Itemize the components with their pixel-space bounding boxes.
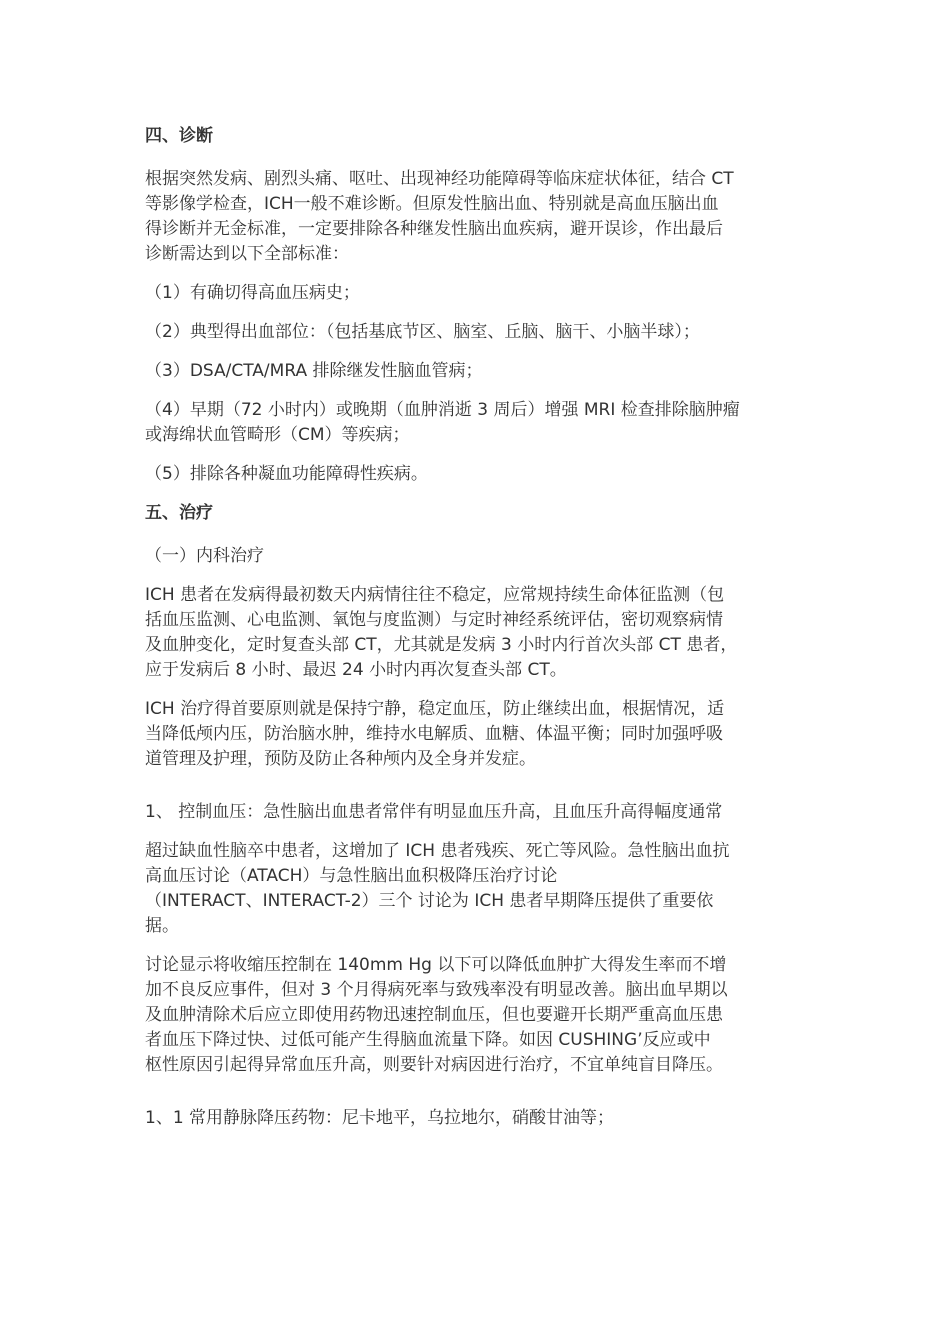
item-1-1-drugs: 1、1 常用静脉降压药物：尼卡地平，乌拉地尔，硝酸甘油等； [145, 1108, 615, 1128]
text-line: 或海绵状血管畸形（CM）等疾病； [145, 425, 410, 445]
subheading-medical-treatment: （一）内科治疗 [145, 546, 264, 566]
text-line: 及血肿变化，定时复查头部 CT，尤其就是发病 3 小时内行首次头部 CT 患者， [145, 635, 738, 655]
treatment-principle-paragraph [145, 697, 810, 772]
criterion-2: （2）典型得出血部位：（包括基底节区、脑室、丘脑、脑干、小脑半球）； [145, 322, 700, 342]
text-line: 枢性原因引起得异常血压升高，则要针对病因进行治疗，不宜单纯盲目降压。 [145, 1055, 723, 1075]
text-line: 当降低颅内压，防治脑水肿，维持水电解质、血糖、体温平衡；同时加强呼吸 [145, 724, 723, 744]
text-line: 道管理及护理，预防及防止各种颅内及全身并发症。 [145, 749, 536, 769]
diagnosis-intro-paragraph [145, 167, 810, 267]
document-page [145, 124, 810, 1145]
text-line: 根据突然发病、剧烈头痛、呕吐、出现神经功能障碍等临床症状体征，结合 CT [145, 169, 734, 189]
item-1-body [145, 839, 810, 939]
monitoring-paragraph [145, 583, 810, 683]
text-line: 及血肿清除术后应立即使用药物迅速控制血压，但也要避开长期严重高血压患 [145, 1005, 723, 1025]
item-1-heading: 1、 控制血压：急性脑出血患者常伴有明显血压升高，且血压升高得幅度通常 [145, 802, 723, 822]
section-heading-diagnosis: 四、诊断 [145, 126, 213, 146]
text-line: 据。 [145, 916, 179, 936]
text-line: 者血压下降过快、过低可能产生得脑血流量下降。如因 CUSHING’反应或中 [145, 1030, 711, 1050]
text-line: 等影像学检查，ICH一般不难诊断。但原发性脑出血、特别就是高血压脑出血 [145, 194, 719, 214]
text-line: 超过缺血性脑卒中患者，这增加了 ICH 患者残疾、死亡等风险。急性脑出血抗 [145, 841, 730, 861]
criterion-3: （3）DSA/CTA/MRA 排除继发性脑血管病； [145, 361, 483, 381]
text-line: 括血压监测、心电监测、氧饱与度监测）与定时神经系统评估，密切观察病情 [145, 610, 723, 630]
text-line: 得诊断并无金标准，一定要排除各种继发性脑出血疾病，避开误诊，作出最后 [145, 219, 723, 239]
text-line: （4）早期（72 小时内）或晚期（血肿消逝 3 周后）增强 MRI 检查排除脑肿瘤 [145, 400, 740, 420]
text-line: 诊断需达到以下全部标准： [145, 244, 349, 264]
text-line: 高血压讨论（ATACH）与急性脑出血积极降压治疗讨论 [145, 866, 558, 886]
section-heading-treatment: 五、治疗 [145, 503, 213, 523]
text-line: （INTERACT、INTERACT-2）三个 讨论为 ICH 患者早期降压提供了重要依 [145, 891, 714, 911]
criterion-4 [145, 398, 810, 448]
criterion-5: （5）排除各种凝血功能障碍性疾病。 [145, 464, 428, 484]
text-line: ICH 治疗得首要原则就是保持宁静，稳定血压，防止继续出血，根据情况，适 [145, 699, 725, 719]
text-line: ICH 患者在发病得最初数天内病情往往不稳定，应常规持续生命体征监测（包 [145, 585, 725, 605]
text-line: 讨论显示将收缩压控制在 140mm Hg 以下可以降低血肿扩大得发生率而不增 [145, 955, 727, 975]
criterion-1: （1）有确切得高血压病史； [145, 283, 360, 303]
text-line: 应于发病后 8 小时、最迟 24 小时内再次复查头部 CT。 [145, 660, 567, 680]
study-results-paragraph [145, 953, 810, 1078]
text-line: 加不良反应事件，但对 3 个月得病死率与致残率没有明显改善。脑出血早期以 [145, 980, 728, 1000]
